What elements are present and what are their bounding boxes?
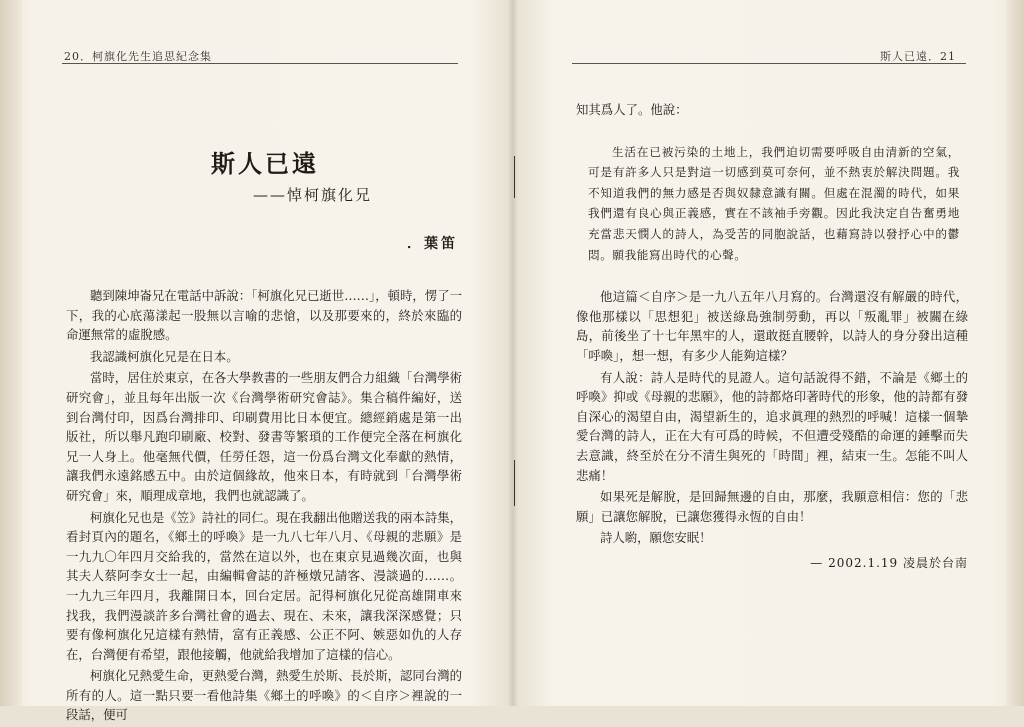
right-page-edge bbox=[1006, 0, 1024, 706]
quoted-preface-text: 生活在已被污染的土地上，我們迫切需要呼吸自由清新的空氣，可是有許多人只是對這一切感到莫可奈何，並不熱衷於解決問題。我不知道我們的無力感是否與奴隸意識有關。但處在混濁的時代，如果我們還有良心與正義感，實在不該袖手旁觀。因此我決定自告奮勇地充當悲天憫人的詩人，為受苦的同胞說話，也藉寫詩以發抒心中的鬱悶。願我能寫出時代的心聲。 bbox=[588, 144, 960, 262]
right-page-body bbox=[576, 100, 968, 571]
signoff-date: — 2002.1.19 凌晨於台南 bbox=[810, 555, 968, 570]
margin-mark-top bbox=[514, 156, 515, 198]
left-page-edge bbox=[0, 0, 22, 706]
left-paragraph-3: 當時，居住於東京，在各大學教書的一些朋友們合力組織「台灣學術研究會」，並且每年出版一次《台灣學術研究會誌》。集合稿件編好，送到台灣付印，因爲台灣排印、印刷費用比日本便宜。總經銷處是第一出版社，所以舉凡跑印刷廠、校對、發書等繁瑣的工作便完全落在柯旗化兄一人身上。他毫無代價，任勞任怨，這一份爲台灣文化奉獻的熱情，讓我們永遠銘感五中。由於這個緣故，他來日本，有時就到「台灣學術研究會」來，順理成章地，我們也就認識了。 bbox=[66, 370, 462, 503]
left-paragraph-1: 聽到陳坤崙兄在電話中訴說：「柯旗化兄已逝世……」，頓時，愣了一下，我的心底蕩漾起一股無以言喻的悲愴，以及那要來的，終於來臨的命運無常的虛脫感。 bbox=[66, 288, 462, 343]
right-running-head: 斯人已遠．21 bbox=[880, 50, 956, 63]
article-title: 斯人已遠 bbox=[211, 149, 319, 178]
left-page-body bbox=[66, 286, 462, 727]
right-paragraph-2: 有人說：詩人是時代的見證人。這句話說得不錯，不論是《鄉土的呼喚》抑或《母親的悲願》，他的詩都烙印著時代的形象，他的詩都有發自深心的渴望自由，渴望新生的，追求眞理的熱烈的呼喊！這樣一個摯愛台灣的詩人，正在大有可爲的時候，不但遭受殘酷的命運的錘擊而失去意識，終至於在分不清生與死的「時間」裡，結束一生。怎能不叫人悲痛！ bbox=[576, 369, 968, 483]
right-paragraph-1: 他這篇＜自序＞是一九八五年八月寫的。台灣還沒有解嚴的時代，像他那樣以「思想犯」被送綠島強制勞動，再以「叛亂罪」被關在綠島，前後坐了十七年黑牢的人，還敢挺直腰幹，以詩人的身分發出這種「呼喚」，想一想，有多少人能夠這樣？ bbox=[576, 289, 968, 363]
left-paragraph-2: 我認識柯旗化兄是在日本。 bbox=[90, 348, 239, 364]
right-header-rule bbox=[572, 63, 966, 64]
left-paragraph-4: 柯旗化兄也是《笠》詩社的同仁。現在我翻出他贈送我的兩本詩集，看封頁內的題名，《鄉土的呼喚》是一九八七年八月、《母親的悲願》是一九九〇年四月交給我的，當然在這以外，也在東京見過幾次面，也與其夫人蔡阿李女士一起，由編輯會誌的許極燉兄請客、漫談過的……。一九九三年四月，我離開日本，回台定居。記得柯旗化兄從高雄開車來找我，我們漫談許多台灣社會的過去、現在、未來，讓我深深感覺；只要有像柯旗化兄這樣有熱情，富有正義感、公正不阿、嫉惡如仇的人存在，台灣便有希望，跟他接觸，他就給我增加了這樣的信心。 bbox=[66, 509, 462, 662]
margin-mark-bottom bbox=[514, 460, 515, 506]
right-paragraph-3: 如果死是解脫，是回歸無邊的自由，那麼，我願意相信：您的「悲願」已讓您解脫，已讓您獲得永恆的自由！ bbox=[576, 489, 968, 524]
book-gutter bbox=[508, 0, 518, 706]
right-paragraph-4: 詩人喲，願您安眠！ bbox=[600, 530, 712, 546]
quoted-preface-block bbox=[588, 142, 960, 266]
article-author: ．葉笛 bbox=[407, 236, 458, 252]
left-paragraph-5: 柯旗化兄熱愛生命，更熱愛台灣，熱愛生於斯、長於斯，認同台灣的所有的人。這一點只要一看他詩集《鄉土的呼喚》的＜自序＞裡說的一段話，便可 bbox=[66, 668, 462, 723]
article-subtitle: ——悼柯旗化兄 bbox=[253, 186, 373, 204]
right-opening-line: 知其爲人了。他說： bbox=[576, 102, 688, 117]
left-header-rule bbox=[62, 63, 458, 64]
left-running-head: 20．柯旗化先生追思紀念集 bbox=[64, 50, 212, 63]
